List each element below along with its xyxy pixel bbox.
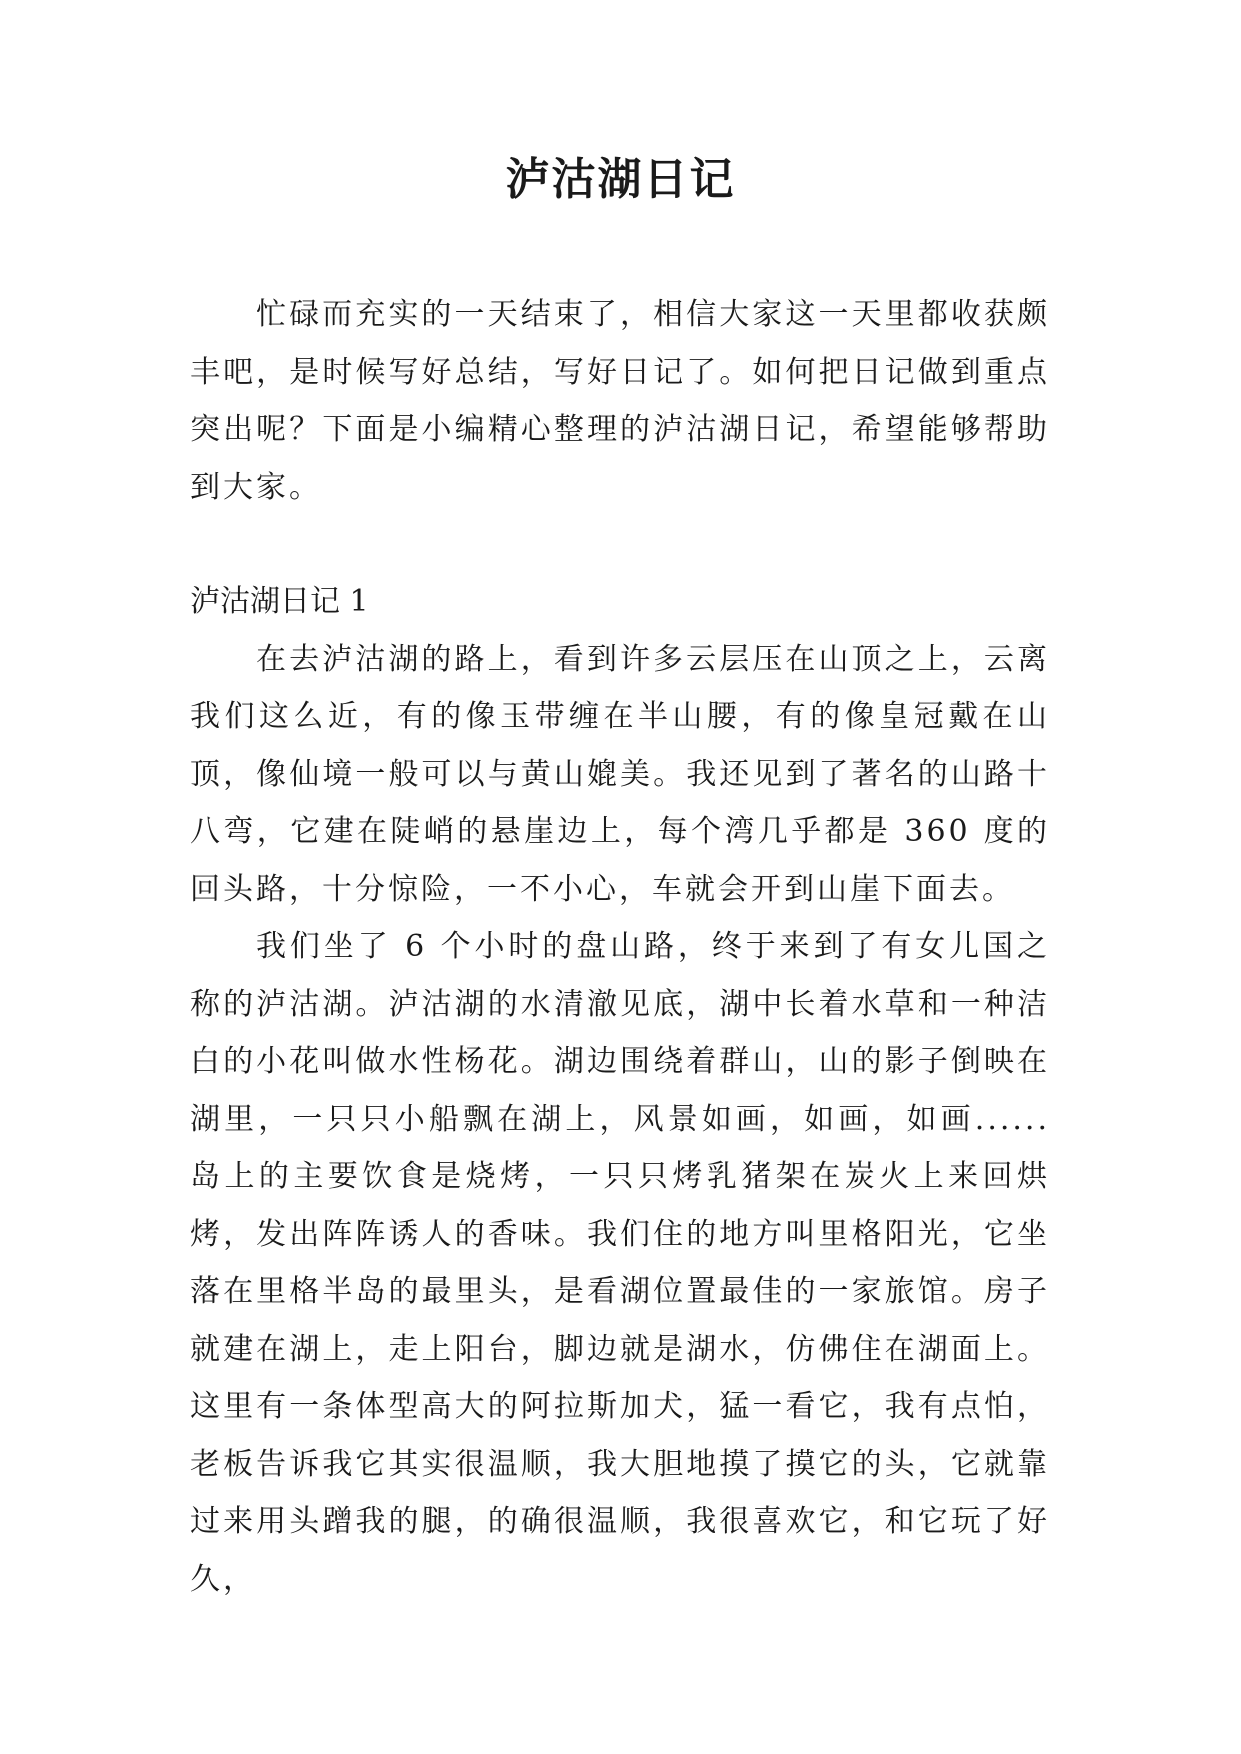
body-paragraph-2: 我们坐了 6 个小时的盘山路，终于来到了有女儿国之称的泸沽湖。泸沽湖的水清澈见底，湖中长着水草和一种洁白的小花叫做水性杨花。湖边围绕着群山，山的影子倒映在湖里，一只只小船飘在湖上，风景如画，如画，如画......岛上的主要饮食是烧烤，一只只烤乳猪架在炭火上来回烘烤，发出阵阵诱人的香味。我们住的地方叫里格阳光，它坐落在里格半岛的最里头，是看湖位置最佳的一家旅馆。房子就建在湖上，走上阳台，脚边就是湖水，仿佛住在湖面上。这里有一条体型高大的阿拉斯加犬，猛一看它，我有点怕，老板告诉我它其实很温顺，我大胆地摸了摸它的头，它就靠过来用头蹭我的腿，的确很温顺，我很喜欢它，和它玩了好久， <box>190 929 1050 1597</box>
intro-paragraph: 忙碌而充实的一天结束了，相信大家这一天里都收获颇丰吧，是时候写好总结，写好日记了。如何把日记做到重点突出呢？下面是小编精心整理的泸沽湖日记，希望能够帮助到大家。 <box>190 297 1050 505</box>
section-heading: 泸沽湖日记 1 <box>190 584 369 619</box>
body-paragraph-1: 在去泸沽湖的路上，看到许多云层压在山顶之上，云离我们这么近，有的像玉带缠在半山腰，有的像皇冠戴在山顶，像仙境一般可以与黄山媲美。我还见到了著名的山路十八弯，它建在陡峭的悬崖边上，每个湾几乎都是 360 度的回头路，十分惊险，一不小心，车就会开到山崖下面去。 <box>190 641 1050 907</box>
document-title: 泸沽湖日记 <box>505 154 736 205</box>
document-body <box>190 286 1050 1608</box>
